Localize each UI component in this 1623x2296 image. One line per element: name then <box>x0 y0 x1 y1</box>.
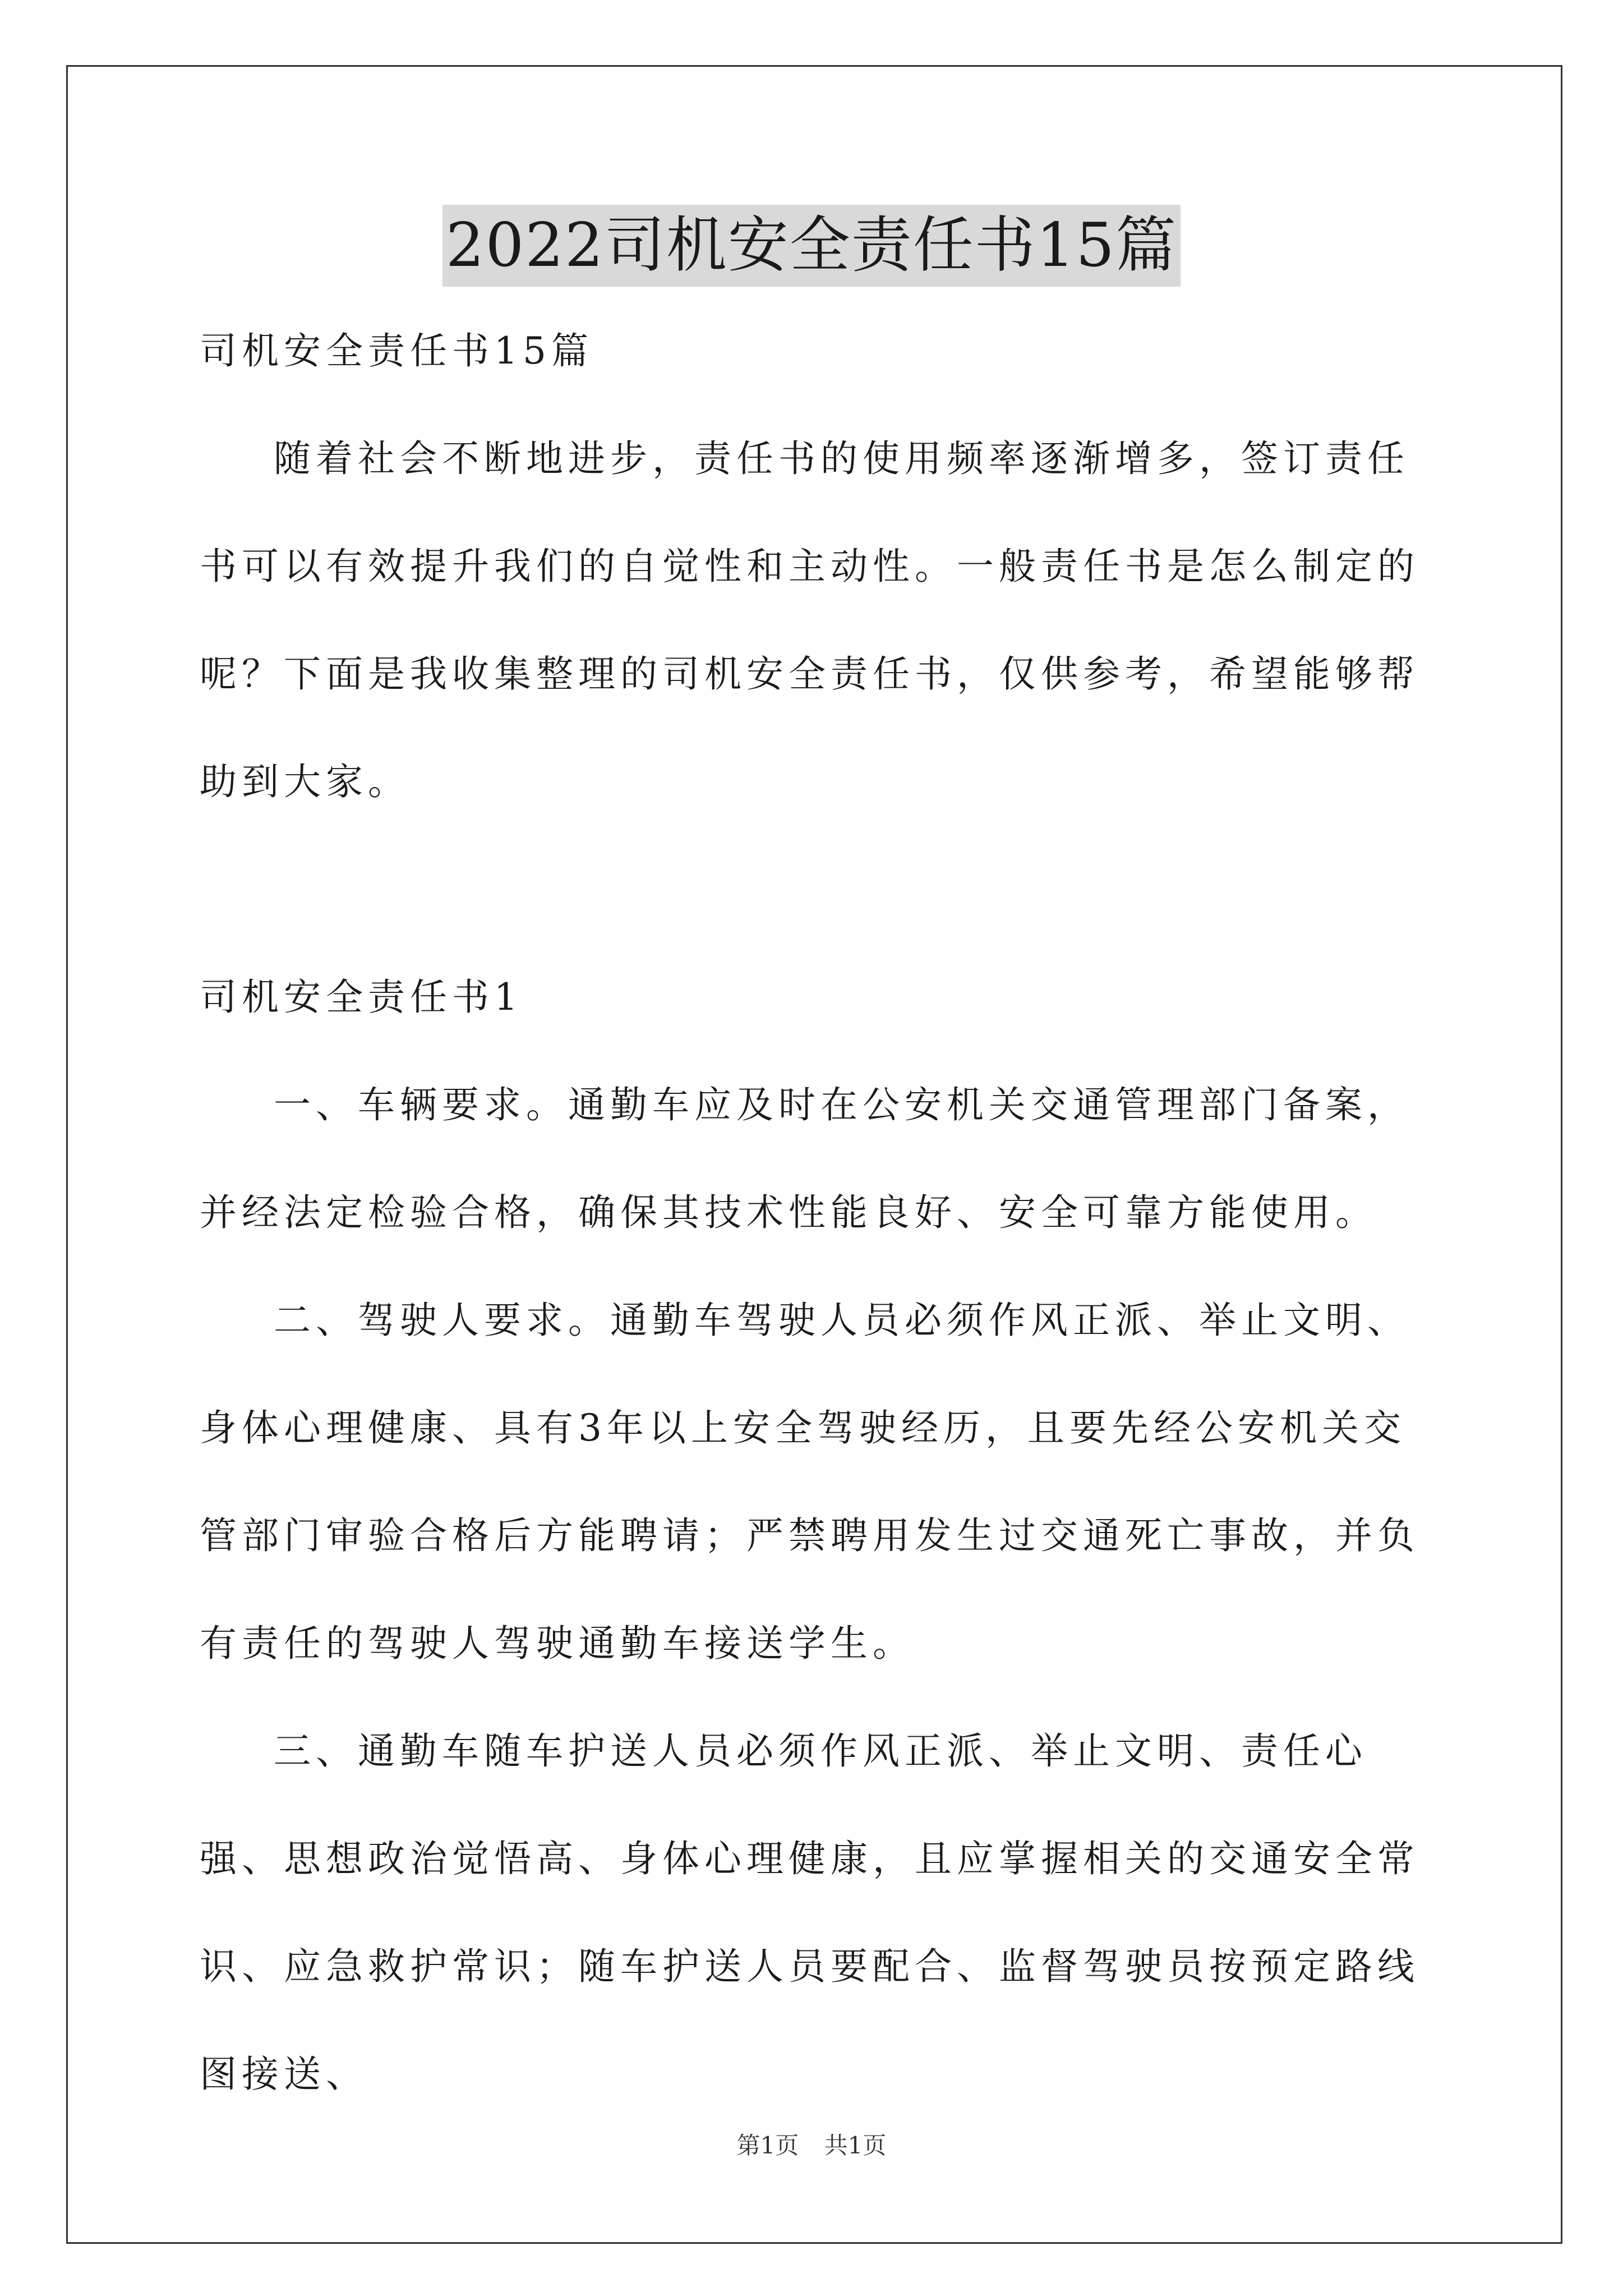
document-title: 2022司机安全责任书15篇 <box>442 205 1181 287</box>
document-subtitle: 司机安全责任书15篇 <box>200 329 593 372</box>
paragraph-vehicle-requirements: 一、车辆要求。通勤车应及时在公安机关交通管理部门备案，并经法定检验合格，确保其技术性能良好、安全可靠方能使用。 <box>200 1083 1409 1234</box>
section-spacer <box>200 836 1433 944</box>
page-footer <box>0 2129 1623 2162</box>
paragraph-driver-requirements: 二、驾驶人要求。通勤车驾驶人员必须作风正派、举止文明、身体心理健康、具有3年以上安全驾驶经历，且要先经公安机关交管部门审验合格后方能聘请；严禁聘用发生过交通死亡事故，并负有责任的驾驶人驾驶通勤车接送学生。 <box>200 1299 1419 1665</box>
document-body <box>200 297 1433 2128</box>
paragraph-escort-requirements: 三、通勤车随车护送人员必须作风正派、举止文明、责任心强、思想政治觉悟高、身体心理健康，且应掌握相关的交通安全常识、应急救护常识；随车护送人员要配合、监督驾驶员按预定路线图接送、 <box>200 1729 1419 2096</box>
page-total: 共1页 <box>824 2132 887 2159</box>
page-number: 第1页 <box>736 2132 799 2159</box>
title-container <box>0 205 1623 287</box>
section-heading: 司机安全责任书1 <box>200 976 523 1019</box>
intro-paragraph: 随着社会不断地进步，责任书的使用频率逐渐增多，签订责任书可以有效提升我们的自觉性和主动性。一般责任书是怎么制定的呢？下面是我收集整理的司机安全责任书，仅供参考，希望能够帮助到大家。 <box>200 437 1419 803</box>
